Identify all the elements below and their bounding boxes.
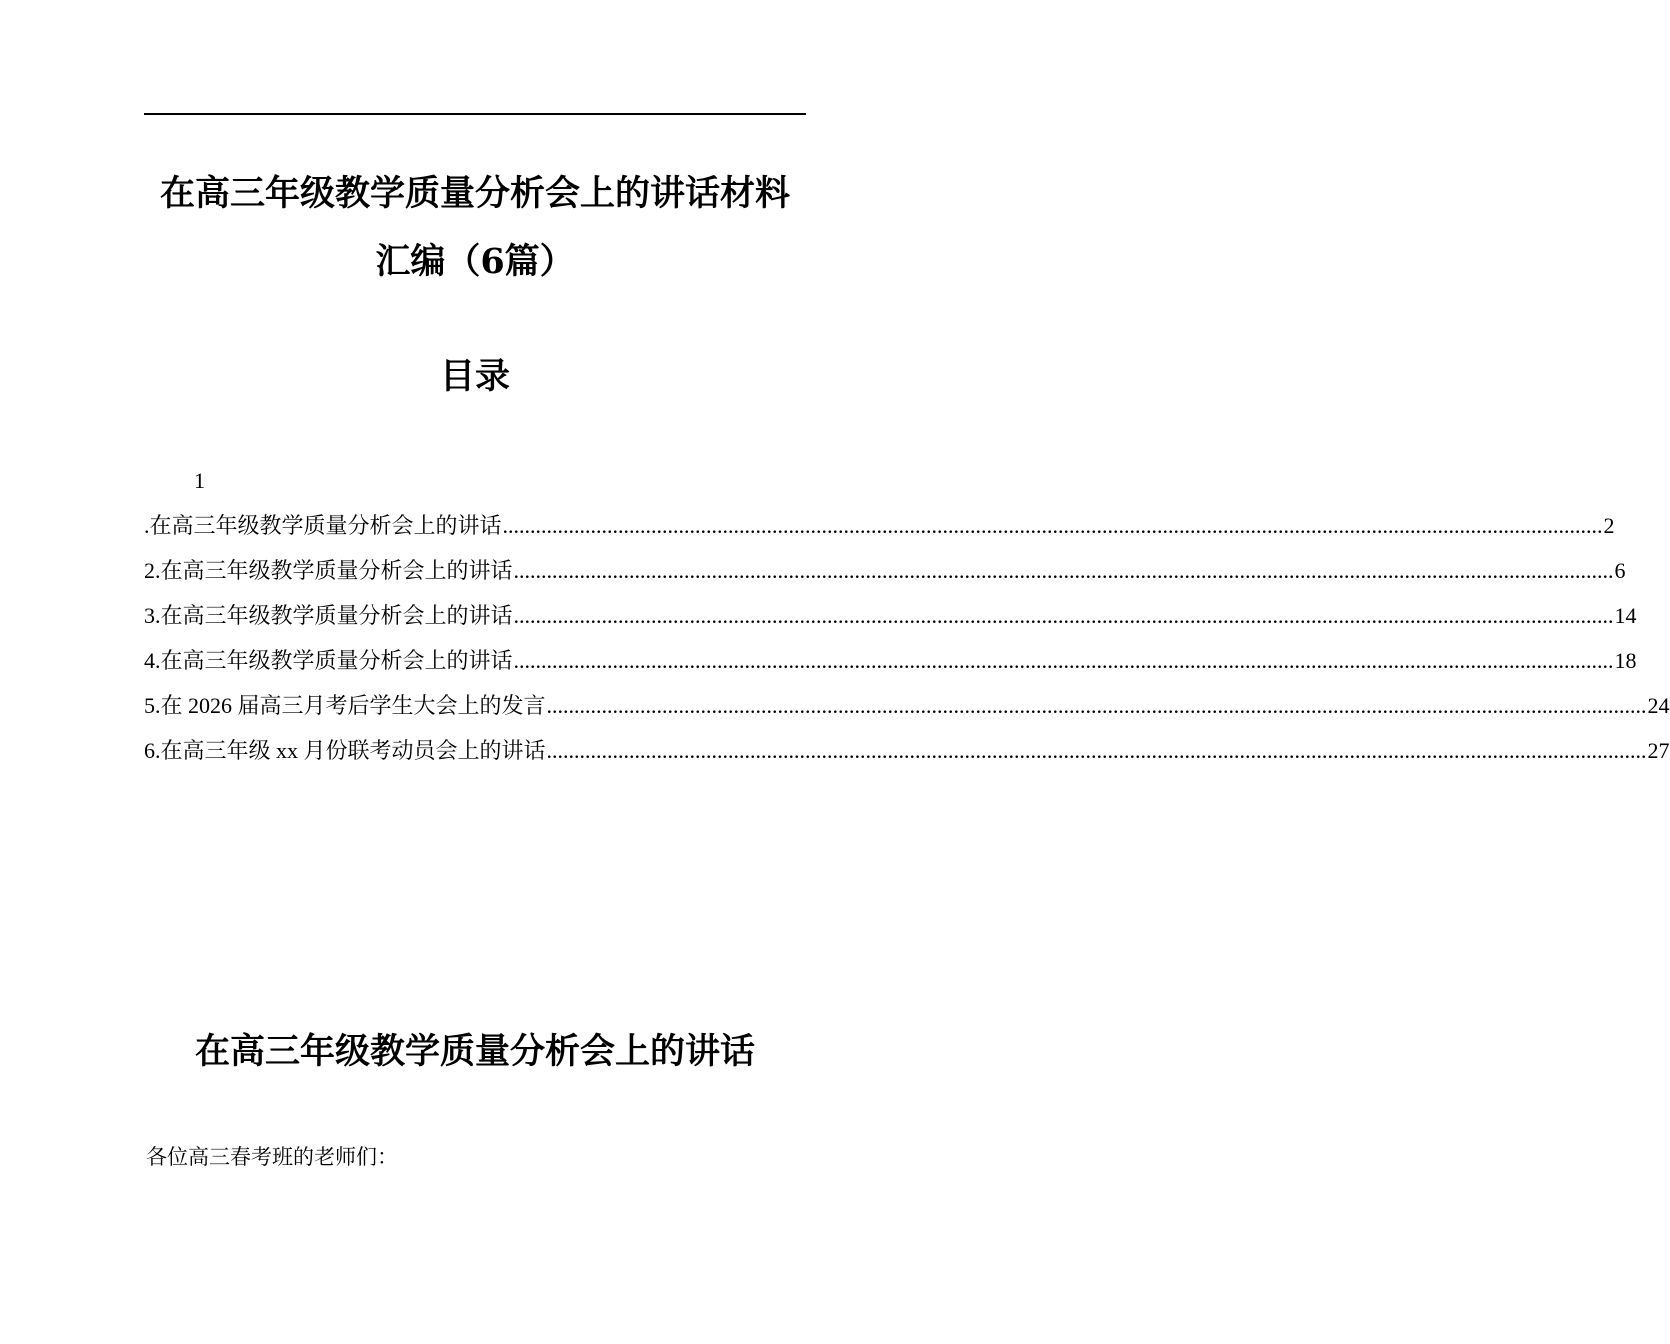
toc-heading: 目录 (439, 356, 510, 397)
toc-entry-title: 5.在 2026 届高三月考后学生大会上的发言 (144, 693, 546, 718)
toc-entry-5[interactable] (144, 688, 1670, 733)
toc-dot-leader: ........................................................................................................................................................................................................ (502, 513, 1603, 538)
toc-entry-title: 4.在高三年级教学质量分析会上的讲话 (144, 648, 513, 673)
toc-page-number: 27 (1647, 738, 1670, 763)
toc-page-number: 6 (1614, 558, 1626, 583)
toc-dot-leader: ........................................................................................................................................................................................................ (546, 738, 1647, 763)
document-title-line2: 汇编（6篇） (375, 241, 575, 282)
toc-dot-leader: ........................................................................................................................................................................................................ (546, 693, 1647, 718)
toc-entry-title: 3.在高三年级教学质量分析会上的讲话 (144, 603, 513, 628)
toc-entry-1[interactable] (144, 508, 1615, 553)
toc-page-number: 18 (1614, 648, 1637, 673)
toc-entry-6[interactable] (144, 733, 1670, 778)
toc-page-number: 24 (1647, 693, 1670, 718)
header-rule (144, 113, 806, 115)
toc-entry-title: 2.在高三年级教学质量分析会上的讲话 (144, 558, 513, 583)
toc-page-number: 14 (1614, 603, 1637, 628)
toc-entry-title: 6.在高三年级 xx 月份联考动员会上的讲话 (144, 738, 546, 763)
toc-dot-leader: ........................................................................................................................................................................................................ (513, 558, 1614, 583)
toc-page-number: 2 (1603, 513, 1615, 538)
salutation-text: 各位高三春考班的老师们： (146, 1145, 398, 1169)
document-title-line1: 在高三年级教学质量分析会上的讲话材料 (159, 173, 790, 214)
section-heading: 在高三年级教学质量分析会上的讲话 (194, 1031, 755, 1072)
toc-stray-number: 1 (194, 468, 205, 493)
toc-dot-leader: ........................................................................................................................................................................................................ (513, 603, 1614, 628)
toc-entry-3[interactable] (144, 598, 1637, 643)
table-of-contents (144, 508, 1670, 778)
toc-entry-4[interactable] (144, 643, 1637, 688)
toc-entry-title: .在高三年级教学质量分析会上的讲话 (144, 513, 502, 538)
toc-entry-2[interactable] (144, 553, 1626, 598)
toc-dot-leader: ........................................................................................................................................................................................................ (513, 648, 1614, 673)
